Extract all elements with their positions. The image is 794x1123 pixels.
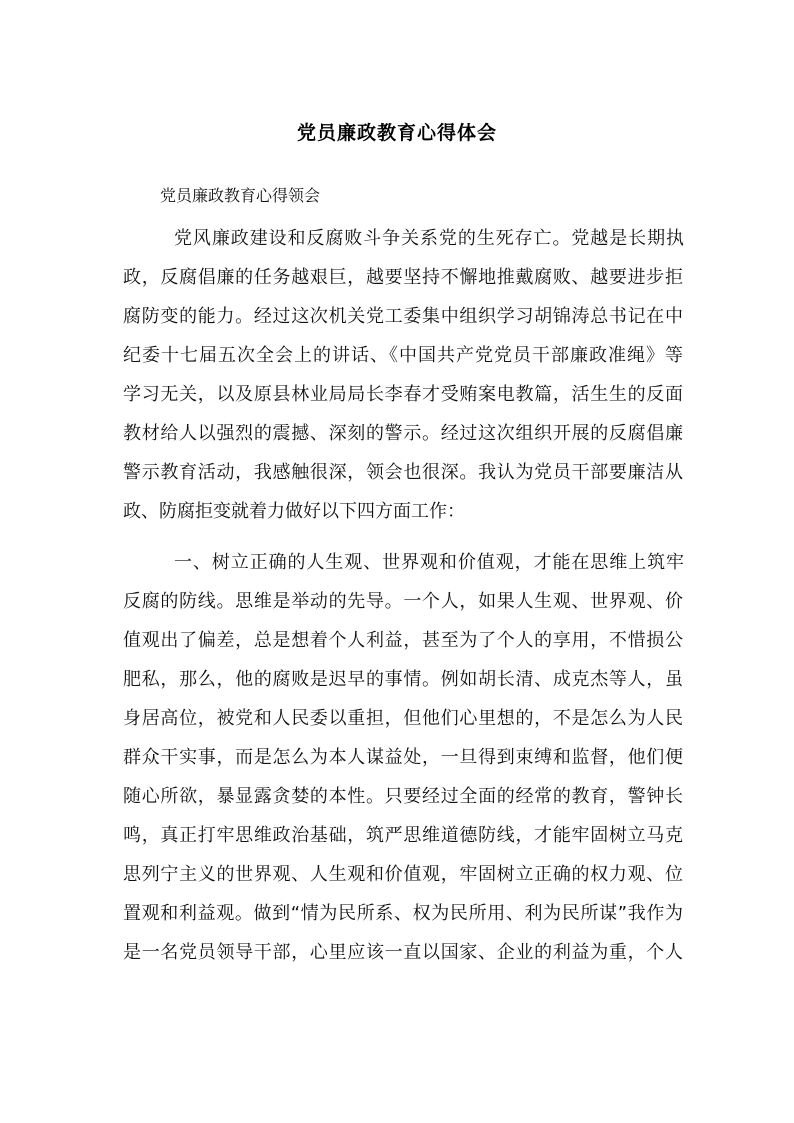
text-line: 肥私，那么，他的腐败是迟早的事情。例如胡长清、成克杰等人，虽 [123,669,683,690]
text-line: 政，反腐倡廉的任务越艰巨，越要坚持不懈地推戴腐败、越要进步拒 [123,267,683,288]
text-line: 群众干实事，而是怎么为本人谋益处，一旦得到束缚和监督，他们便 [123,747,683,768]
page-title: 党员廉政教育心得体会 [296,122,497,144]
text-line: 思列宁主义的世界观、人生观和价值观，牢固树立正确的权力观、位 [123,864,683,885]
text-line: 教材给人以强烈的震撼、深刻的警示。经过这次组织开展的反腐倡廉 [123,423,683,444]
text-line: 身居高位，被党和人民委以重担，但他们心里想的，不是怎么为人民 [123,708,683,729]
text-line: 随心所欲，暴显露贪婪的本性。只要经过全面的经常的教育，警钟长 [123,786,683,807]
text-line: 政、防腐拒变就着力做好以下四方面工作： [123,501,465,522]
text-line: 学习无关，以及原县林业局局长李春才受贿案电教篇，活生生的反面 [123,384,683,405]
text-line: 一、树立正确的人生观、世界观和价值观，才能在思维上筑牢 [174,552,684,573]
subtitle: 党员廉政教育心得领会 [160,186,321,205]
text-line: 警示教育活动，我感触很深，领会也很深。我认为党员干部要廉洁从 [123,462,683,483]
text-line: 鸣，真正打牢思维政治基础，筑严思维道德防线，才能牢固树立马克 [123,825,683,846]
text-line: 反腐的防线。思维是举动的先导。一个人，如果人生观、世界观、价 [123,591,683,612]
text-line: 值观出了偏差，总是想着个人利益，甚至为了个人的享用，不惜损公 [123,630,683,651]
text-line: 置观和利益观。做到“情为民所系、权为民所用、利为民所谋”我作为 [123,903,683,924]
text-line: 党风廉政建设和反腐败斗争关系党的生死存亡。党越是长期执 [174,228,684,249]
text-line: 腐防变的能力。经过这次机关党工委集中组织学习胡锦涛总书记在中 [123,306,683,327]
text-line: 纪委十七届五次全会上的讲话、《中国共产党党员干部廉政准绳》等 [123,345,683,366]
text-line: 是一名党员领导干部，心里应该一直以国家、企业的利益为重，个人 [123,942,683,963]
